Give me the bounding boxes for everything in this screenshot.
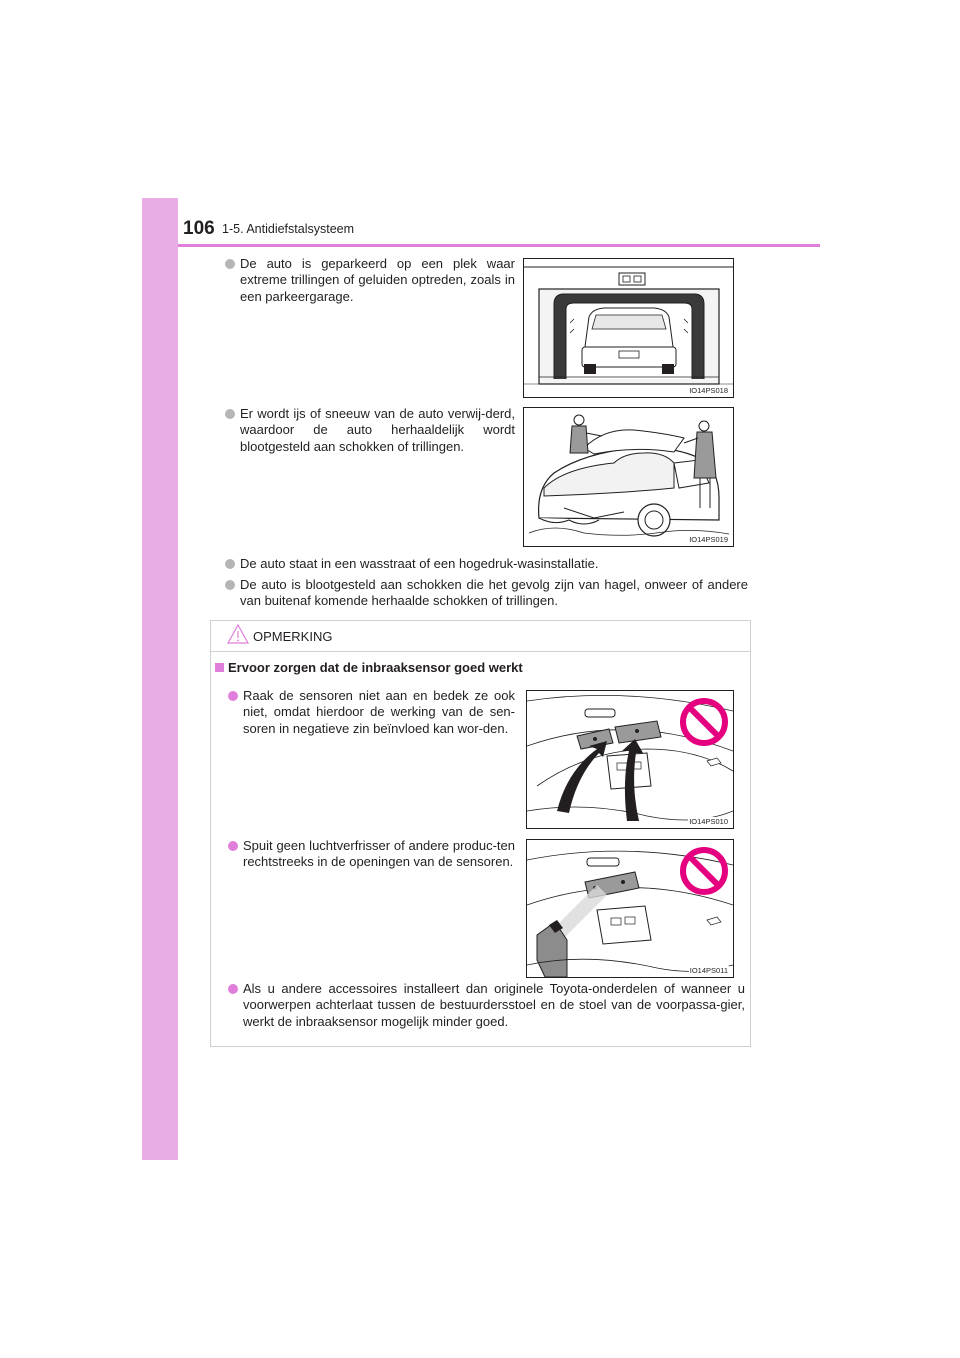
list-item-text: Spuit geen luchtverfrisser of andere produc-ten rechtstreeks in de openingen van de sensoren. [243,838,515,870]
bullet-dot-icon [228,841,238,851]
list-item-text: De auto staat in een wasstraat of een hogedruk-wasinstallatie. [240,556,599,571]
figure-sensor-touch [526,690,734,829]
list-item [240,406,515,455]
car-wash-illustration [524,259,733,397]
prohibition-icon [679,846,729,896]
list-item-text: Als u andere accessoires installeert dan originele Toyota-onderdelen of wanneer u voorwerpen achterlaat tussen de bestuurdersstoel en de stoel van de voorpassa-gier, werkt de inbraaksensor mogelijk minder goed. [243,981,745,1029]
list-item-text: De auto is geparkeerd op een plek waar extreme trillingen of geluiden optreden, zoals in een parkeergarage. [240,256,515,304]
figure-car-wash [523,258,734,398]
bullet-dot-icon [225,559,235,569]
list-item-text: De auto is blootgesteld aan schokken die het gevolg zijn van hagel, onweer of andere van buitenaf komende herhaalde schokken of trillingen. [240,577,748,609]
list-item [243,838,515,871]
warning-triangle-icon [227,624,249,644]
figure-snow-removal [523,407,734,547]
section-title: 1-5. Antidiefstalsysteem [222,222,355,236]
bullet-dot-icon [225,259,235,269]
header-rule [178,244,820,247]
list-item [240,556,748,572]
figure-sensor-spray [526,839,734,978]
list-item [240,577,748,610]
bullet-dot-icon [225,409,235,419]
figure-label: IO14PS011 [689,966,728,975]
list-item [243,688,515,737]
bullet-dot-icon [228,984,238,994]
note-header [211,621,750,652]
bullet-dot-icon [225,580,235,590]
list-item [243,981,745,1030]
figure-label: IO14PS010 [689,817,728,826]
sidebar-tab [142,198,178,1160]
bullet-dot-icon [228,691,238,701]
list-item [240,256,515,305]
note-subheading: Ervoor zorgen dat de inbraaksensor goed werkt [215,660,523,675]
prohibition-icon [679,697,729,747]
square-bullet-icon [215,663,224,672]
snow-removal-illustration [524,408,733,546]
list-item-text: Raak de sensoren niet aan en bedek ze ook niet, omdat hierdoor de werking van de sen-soren in negatieve zin beïnvloed kan wor-den. [243,688,515,736]
note-title: OPMERKING [253,629,333,644]
figure-label: IO14PS019 [689,535,728,544]
page-number: 106 [183,218,215,239]
figure-label: IO14PS018 [689,386,728,395]
list-item-text: Er wordt ijs of sneeuw van de auto verwij-derd, waardoor de auto herhaaldelijk wordt blootgesteld aan schokken of trillingen. [240,406,515,454]
